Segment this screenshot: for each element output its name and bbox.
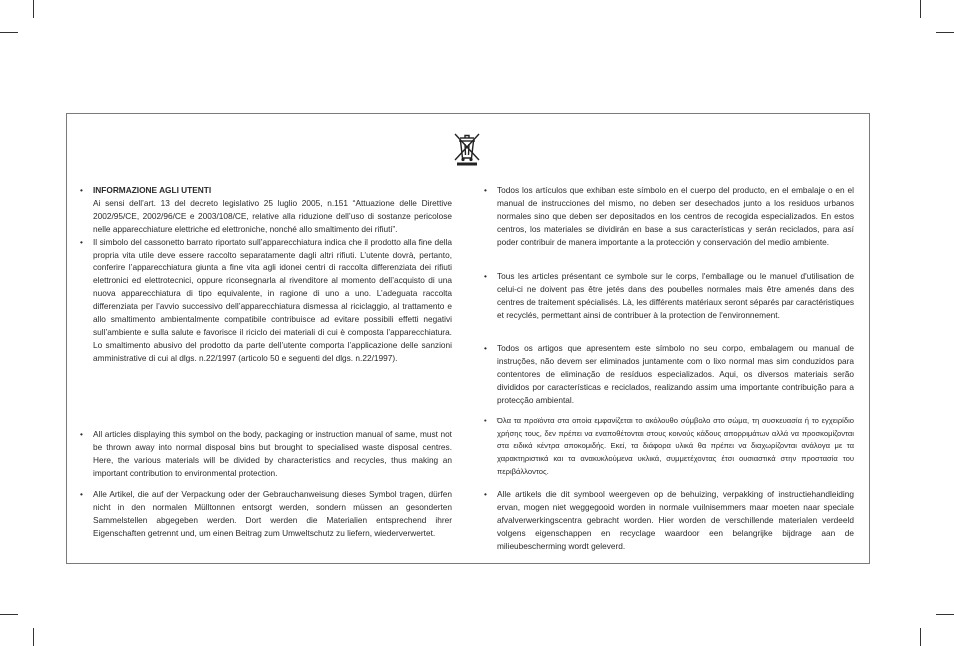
list-item bbox=[484, 415, 854, 479]
greek-section bbox=[484, 415, 854, 479]
spanish-section bbox=[484, 184, 854, 249]
german-text: Alle Artikel, die auf der Verpackung oder der Gebrauchanweisung dieses Symbol tragen, dürfen nicht in den normalen Mülltonnen entsorgt werden, sondern müssen an gesonderten Sammelstellen abgegeben werden. Dort werden die Materialien entsprechend ihrer Eigenschaften getrennt und, um einen Beitrag zum Umweltschutz zu liefern, wiederverwertet. bbox=[93, 489, 452, 538]
crop-mark bbox=[920, 628, 921, 646]
bullet: • bbox=[484, 416, 487, 425]
bullet: • bbox=[484, 343, 487, 353]
list-item bbox=[484, 488, 854, 553]
english-section bbox=[80, 428, 452, 480]
italian-section bbox=[80, 184, 452, 365]
german-section bbox=[80, 488, 452, 540]
italian-body: Il simbolo del cassonetto barrato riportato sull’apparecchiatura indica che il prodotto alla fine della propria vita utile deve essere raccolto separatamente dagli altri rifiuti. L’utente dovrà, pertanto, conferire l’apparecchiatura giunta a fine vita agli idonei centri di raccolta differenziata dei rifiuti elettronici ed elettrotecnici, oppure riconsegnarla al rivenditore al momento dell’acquisto di una nuova apparecchiatura di tipo equivalente, in ragione di uno a uno. L’adeguata raccolta differenziata per l’avvio successivo dell’apparecchiatura dismessa al riciclaggio, al trattamento e allo smaltimento ambientalmente compatibile contribuisce ad evitare possibili effetti negativi sull’ambiente e sulla salute e favorisce il riciclo dei materiali di cui è composta l’apparecchiatura. Lo smaltimento abusivo del prodotto da parte dell’utente comporta l’applicazione delle sanzioni amministrative di cui al dlgs. n.22/1997 (articolo 50 e seguenti del dlgs. n.22/1997). bbox=[93, 236, 452, 363]
crop-mark bbox=[936, 614, 954, 615]
crop-mark bbox=[920, 0, 921, 18]
crop-mark bbox=[0, 614, 18, 615]
bullet: • bbox=[80, 185, 83, 195]
crop-mark bbox=[0, 32, 18, 33]
greek-text: Όλα τα προϊόντα στα οποία εμφανίζεται το ακόλουθο σύμβολο στο σώμα, τη συσκευασία ή το εγχειρίδιο χρήσης τους, δεν πρέπει να εναποθέτονται στους κοινούς κάδους απορριμάτων αλλά να προσκομίζονται στα ειδικά κέντρα αποκομιδής. Εκεί, τα διάφορα υλικά θα πρέπει να διαχωρίζονται ανάλογα με τα χαρακτηριστικά και τα ανακυκλούμενα υκλικά, συμμετέχοντας έτσι ουσιαστικά στην προστασία του περιβάλλοντος. bbox=[497, 416, 854, 476]
portuguese-text: Todos os artigos que apresentem este símbolo no seu corpo, embalagem ou manual de instruções, não devem ser eliminados juntamente com o lixo normal mas sim conduzidos para contentores de eliminação de resíduos especializados. Aqui, os diversos materiais serão divididos por características e reciclados, realizando assim uma importante contribuição para a protecção ambiental. bbox=[497, 343, 854, 405]
bullet: • bbox=[80, 429, 83, 439]
crop-mark bbox=[936, 32, 954, 33]
dutch-text: Alle artikels die dit symbool weergeven op de behuizing, verpakking of instructiehandleiding ervan, mogen niet weggegooid worden in normale vuilnisemmers maar moeten naar speciale afvalverwerkingscentra gebracht worden. Hier worden de verschillende materialen verdeeld volgens eigenschappen en recyclage waardoor een belangrijke bijdrage aan de milieubescherming wordt geleverd. bbox=[497, 489, 854, 551]
bullet: • bbox=[484, 271, 487, 281]
bullet: • bbox=[80, 489, 83, 499]
bullet: • bbox=[484, 185, 487, 195]
italian-heading: INFORMAZIONE AGLI UTENTI bbox=[93, 185, 212, 195]
italian-intro: Ai sensi dell’art. 13 del decreto legislativo 25 luglio 2005, n.151 “Attuazione delle Direttive 2002/95/CE, 2002/96/CE e 2003/108/CE, relative alla riduzione dell’uso di sostanze pericolose nelle apparecchiature elettriche ed elettroniche, nonché allo smaltimento dei rifiuti”. bbox=[93, 197, 452, 234]
french-section bbox=[484, 270, 854, 322]
english-text: All articles displaying this symbol on the body, packaging or instruction manual of same, must not be thrown away into normal disposal bins but brought to specialised waste disposal centres. Here, the various materials will be divided by characteristics and recycles, thus making an important contribution to environmental protection. bbox=[93, 429, 452, 478]
dutch-section bbox=[484, 488, 854, 553]
portuguese-section bbox=[484, 342, 854, 407]
crop-mark bbox=[33, 0, 34, 18]
list-item bbox=[484, 184, 854, 249]
bullet: • bbox=[484, 489, 487, 499]
list-item bbox=[80, 236, 452, 365]
crossed-out-wheelie-bin-icon bbox=[450, 130, 484, 166]
list-item bbox=[80, 488, 452, 540]
french-text: Tous les articles présentant ce symbole sur le corps, l'emballage ou le manuel d'utilisation de celui-ci ne doivent pas être jetés dans des poubelles normales mais être amenés dans des centres de traitement spécialisés. Là, les différents matériaux seront séparés par caractéristiques et recyclés, permettant ainsi de contribuer à la protection de l'environnement. bbox=[497, 271, 854, 320]
bullet: • bbox=[80, 236, 83, 247]
spanish-text: Todos los artículos que exhiban este símbolo en el cuerpo del producto, en el embalaje o en el manual de instrucciones del mismo, no deben ser desechados junto a los residuos urbanos normales sino que deben ser depositados en los centros de recogida especializados. En estos centros, los materiales se dividirán en base a sus características y serán reciclados, para así poder contribuir de manera importante a la protección y conservación del medio ambiente. bbox=[497, 185, 854, 247]
list-item bbox=[484, 270, 854, 322]
list-item bbox=[80, 428, 452, 480]
list-item bbox=[80, 184, 452, 236]
list-item bbox=[484, 342, 854, 407]
crop-mark bbox=[33, 628, 34, 646]
